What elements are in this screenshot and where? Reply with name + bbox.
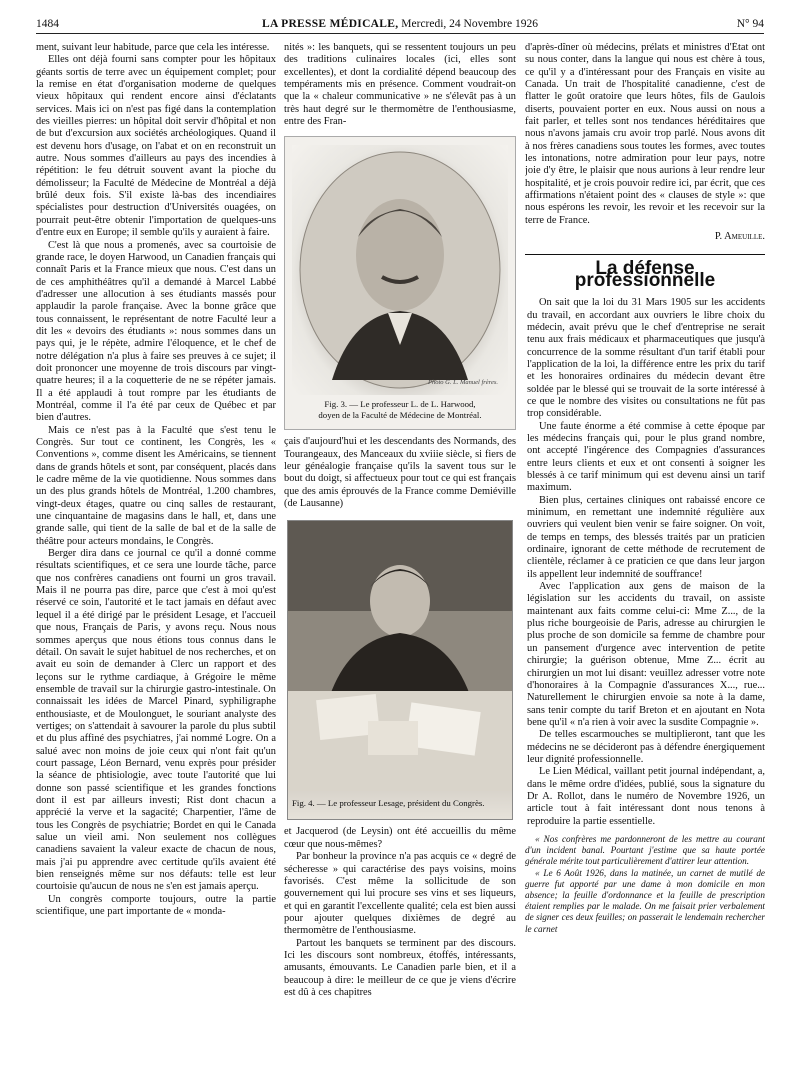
issue-number: N° 94 (736, 18, 764, 30)
paragraph: Partout les banquets se terminent par des discours. Ici les discours sont nombreux, étoffés, intéressants, amusants, émouvants. Le Canadien parle bien, et il a beaucoup à dire: le meilleur de ce que je viens d'écrire est dû à ces chapitres (284, 937, 516, 998)
issue-date: Mercredi, 24 Novembre 1926 (401, 18, 538, 30)
author-signature: P. Ameuille. (714, 231, 765, 243)
photo-lesage (287, 520, 513, 820)
paragraph: ment, suivant leur habitude, parce que cela les intéresse. (36, 42, 270, 53)
quote-paragraph: « Le 6 Août 1926, dans la matinée, un carnet de mutilé de guerre fut apporté par une dame à mon domicile en mon absence; la feuille d'ordonnance et la feuille de prescription étaient remplies par le malade. On me faisait prier verbalement de signer ces deux feuilles; on passerait le lendemain rechercher le carnet (525, 867, 765, 934)
journal-name: LA PRESSE MÉDICALE, (262, 18, 399, 30)
journal-title-line (36, 18, 764, 30)
paragraph: C'est là que nous a promenés, avec sa courtoisie de grande race, le doyen Harwood, un Canadien français qui connaît Paris et la France mieux que nous. C'est dans un de ces amphithéâtres qu'il a demandé à Marcel Labbé d'adresser une allocution à ses étudiants massés pour applaudir la parole française. Avec la bonne grâce que tous connaissent, le représentant de notre Faculté leur a dit les « devoirs des étudiants »: nous sommes dans un pays qui, je le répète, admire l'éloquence, et le chef de notre délégation n'a plus à faire ses preuves à ce sujet; il doit prononcer une moyenne de trois discours par vingt-quatre heures; il a la coquetterie de ne se répéter jamais. Il a été applaudi à tout rompre par les étudiants de Montréal, comme il l'a été par ceux de Québec et par bien d'autres. (36, 239, 276, 424)
paragraph: et Jacquerod (de Leysin) ont été accueillis du même cœur que nous-mêmes? (284, 826, 516, 850)
caption-line: Fig. 3. — Le professeur L. de L. Harwood, (324, 399, 476, 410)
paragraph: Une faute énorme a été commise à cette époque par les médecins français qui, pour le plus grand nombre, ont accepté l'ingérence des Compagnies d'assurances entre leurs clients et eux et ont consenti à soigner les blessés à ce tarif minimum qui est devenu ainsi un tarif maximum. (527, 420, 765, 494)
paragraph: Elles ont déjà fourni sans compter pour les hôpitaux géants sortis de terre avec un équipement complet; pour la remise en état d'organisation moderne de quelques vieux hôpitaux qui rendent encore ainsi d'éclatants services. Mais ici on n'est pas figé dans la contemplation des vieilles pierres: un hôpital doit servir d'hôpital et non de but d'excursion aux sociétés archéologiques. Quand il est devenu hors d'usage, on l'abat et on en reconstruit un autre. Nous sommes d'ailleurs au pays des incendies à répétition: le feu détruit souvent avant la pioche du démolisseur; la Faculté de Médecine de Montréal a déjà brûlé deux fois. S'il existe là-bas des incendiaires spécialistes pour destruction d'Universités ouagées, on pourrait peut-être obtenir l'importation de quelques-uns d'entre eux en Europe; il semble qu'ils y auraient à faire. (36, 54, 276, 239)
paragraph: Par bonheur la province n'a pas acquis ce « degré de sécheresse » qui caractérise des pays voisins, moins favorisés. C'est même la sollicitude de son gouvernement qui lui procure ses vins et ses liqueurs, et qui en garantit l'excellente qualité; cela est bien aussi pour ajouter quelques dixièmes de degré au thermomètre de l'enthousiasme. (284, 851, 516, 937)
caption-line: doyen de la Faculté de Médecine de Montréal. (318, 410, 482, 421)
column-1 (36, 42, 276, 1072)
paragraph: nités »: les banquets, qui se ressentent toujours un peu des traditions culinaires locales (ici, elles sont excellentes), et dont la cordialité dépend beaucoup des tempéraments mis en présence. Comment voudrait-on que la « chaleur communicative » ne s'élevât pas à un très haut degré sur le thermomètre de l'enthousiasme, entre des Fran- (284, 42, 516, 128)
paragraph: çais d'aujourd'hui et les descendants des Normands, des Tourangeaux, des Manceaux du xviiie siècle, si fiers de leur généalogie française qu'ils la savent tous sur le bout du doigt, si affectueux pour tout ce qui est français que des amis éprouvés de la France comme Demiéville (de Lausanne) (284, 436, 516, 510)
paragraph: Avec l'application aux gens de maison de la législation sur les accidents du travail, on assiste maintenant aux faits comme celui-ci: Mme Z..., de la plus riche bourgeoisie de Paris, adresse au chirurgien le plus proche de son domicile sa femme de chambre pour un pansement d'urgence avec intervention de petite chirurgie; la guérison obtenue, Mme Z... écrit au chirurgien un mot lui disant: veuillez adresser votre note d'honoraires à la Compagnie d'assurances X..., rue... Naturellement le chirurgien envoie sa note à la dame, sans tenir compte du tarif Breton et en ajoutant en Nota bene qu'il « n'a rien à voir avec la susdite Compagnie ». (527, 581, 765, 728)
figure-caption: Fig. 4. — Le professeur Lesage, président du Congrès. (292, 797, 485, 808)
figure-caption (291, 399, 509, 421)
figure-harwood (284, 136, 516, 430)
portrait-illustration (292, 145, 508, 395)
paragraph: Le Lien Médical, vaillant petit journal indépendant, a, dans le même ordre d'idées, publié, sous la signature du Dr A. Rollot, dans le numéro de Novembre 1926, un article tout à fait intéressant dont nous tenons à reproduire la partie essentielle. (527, 766, 765, 827)
photo-credit: Photo G. L. Manuel frères. (428, 379, 498, 387)
column-3 (525, 42, 765, 1072)
desk-scene-illustration (288, 521, 512, 791)
paragraph: On sait que la loi du 31 Mars 1905 sur les accidents du travail, en accordant aux ouvriers le libre choix du médecin, avait prévu que le chef d'entreprise ne serait tenu aux frais médicaux et pharmaceutiques que jusqu'à concurrence de la somme résultant d'un tarif établi pour l'application de la loi, la différence entre les prix du tarif et les honoraires ordinaires du médecin devant être soldée par le blessé qui se trouvait de la sorte intéressé à ce que le nombre des visites ou consultations ne fût pas trop considérable. (527, 297, 765, 420)
quoted-article (525, 834, 765, 935)
section-title: La défense professionnelle (574, 257, 716, 291)
paragraph: d'après-dîner où médecins, prélats et ministres d'État ont su nous conter, dans la langue qui nous est chère à tous, ce qu'il y a d'intéressant pour des Français en visite au Canada. Un trait de l'hospitalité canadienne, c'est de flatter le goût oratoire que leurs hôtes, fils de Gaulois diserts, pouvaient porter en eux. Nous aussi on nous a fait parler, et telles sont nos tendances héréditaires que nous n'avons jamais cru avoir trop parlé. Nous avons dit à nos frères canadiens sous toutes les formes, avec toutes les intonations, notre admiration pour leur pays, notre joie d'y être, le plaisir que nous aurions à leur rendre leur hospitalité, et je crois pouvoir redire ici, par écrit, que ces affirmations n'étaient point des « clauses de style »: que nous espérons les revoir, les revoir et les recevoir sur la terre de France. (525, 42, 765, 226)
section-body (525, 297, 765, 828)
quote-paragraph: « Nos confrères me pardonneront de les mettre au courant d'un incident banal. Pourtant j'estime que sa haute portée générale mérite tout particulièrement d'attirer leur attention. (525, 833, 765, 867)
paragraph: Mais ce n'est pas à la Faculté que s'est tenu le Congrès. Sur tout ce continent, les Congrès, les « Conventions », comme disent les Américains, se tiennent dans de grands hôtels et sont, par conséquent, placés dans le cadre même de la vie quotidienne. Nous sommes dans un des plus grands hôtels de Montréal, 1.200 chambres, vingt-deux étages, quatre ou cinq salles de restaurant, une cinquantaine de magasins dans le hall, et, dans une grande salle, qui tient de la salle de bal et de la salle de théâtre pour acteurs mondains, le Congrès. (36, 424, 276, 547)
paragraph: Berger dira dans ce journal ce qu'il a donné comme résultats scientifiques, et ce sera une lourde tâche, parce que nos confrères canadiens ont fourni un gros travail. Mais il ne pourra pas dire, parce que c'est à moi qu'est réservé ce soin, l'autorité et le tact jamais en défaut avec lequel il a été dirigé par le président Lesage, et l'accueil que nous, Français de Paris, y avons reçu. Nous nous sommes aperçus que nous étions tous connus dans le détail. On savait le sujet habituel de nos recherches, et on avait eu soin de demander à Clerc un rapport et des leçons sur le rythme cardiaque, à Grégoire le même ensemble de travail sur la chirurgie gastro-intestinale. On connaissait les idées de Marcel Pinard, syphiligraphe enthousiaste, et de Moulonguet, le souriant analyste des vertiges; on s'attendait à savourer la parole du plus subtil et du plus affiné des psychiatres, j'ai nommé Logre. On a salué avec non moins de joie ceux qui n'ont fait qu'un court passage, Léon Bernard, venu exprès pour présider la séance de phtisiologie, avec toute l'autorité que lui donne son passé scientifique et les grandes fonctions dont il est par ailleurs investi; Rist dont chacun a apprécié la verve et la sagacité; Charpentier, l'âme de tous les Congrès de psychiatrie; Bordet en qui le Canada salue un vieil ami. Non seulement nos collègues canadiens savaient la valeur exacte de chacun de nous, mais j'ai pu apprendre avec certitude qu'ils avaient été bien renseignés même sur nos défauts: telle est leur courtoisie qu'aucun de nous ne s'en est jamais aperçu. (36, 548, 276, 893)
portrait-photo-harwood (292, 145, 508, 395)
paragraph: Bien plus, certaines cliniques ont rabaissé encore ce minimum, en remettant une indemnité régulière aux ouvriers qui veulent bien venir se faire soigner. On voit, de temps en temps, des blessés traités par un praticien ordinaire, ignorant de cette méthode de recrutement de clientèle, réclamer à ce praticien ce que dans leur jargon ils appellent leur indemnité de souffrance! (527, 494, 765, 580)
paragraph: Un congrès comporte toujours, outre la partie scientifique, une part importante de « monda- (36, 893, 276, 918)
paragraph: De telles escarmouches se multiplieront, tant que les médecins ne se décideront pas à défendre énergiquement leur dignité professionnelle. (527, 729, 765, 765)
page-number: 1484 (36, 18, 59, 30)
column-2 (284, 42, 516, 1072)
page-header (36, 10, 764, 34)
section-divider (525, 254, 765, 255)
